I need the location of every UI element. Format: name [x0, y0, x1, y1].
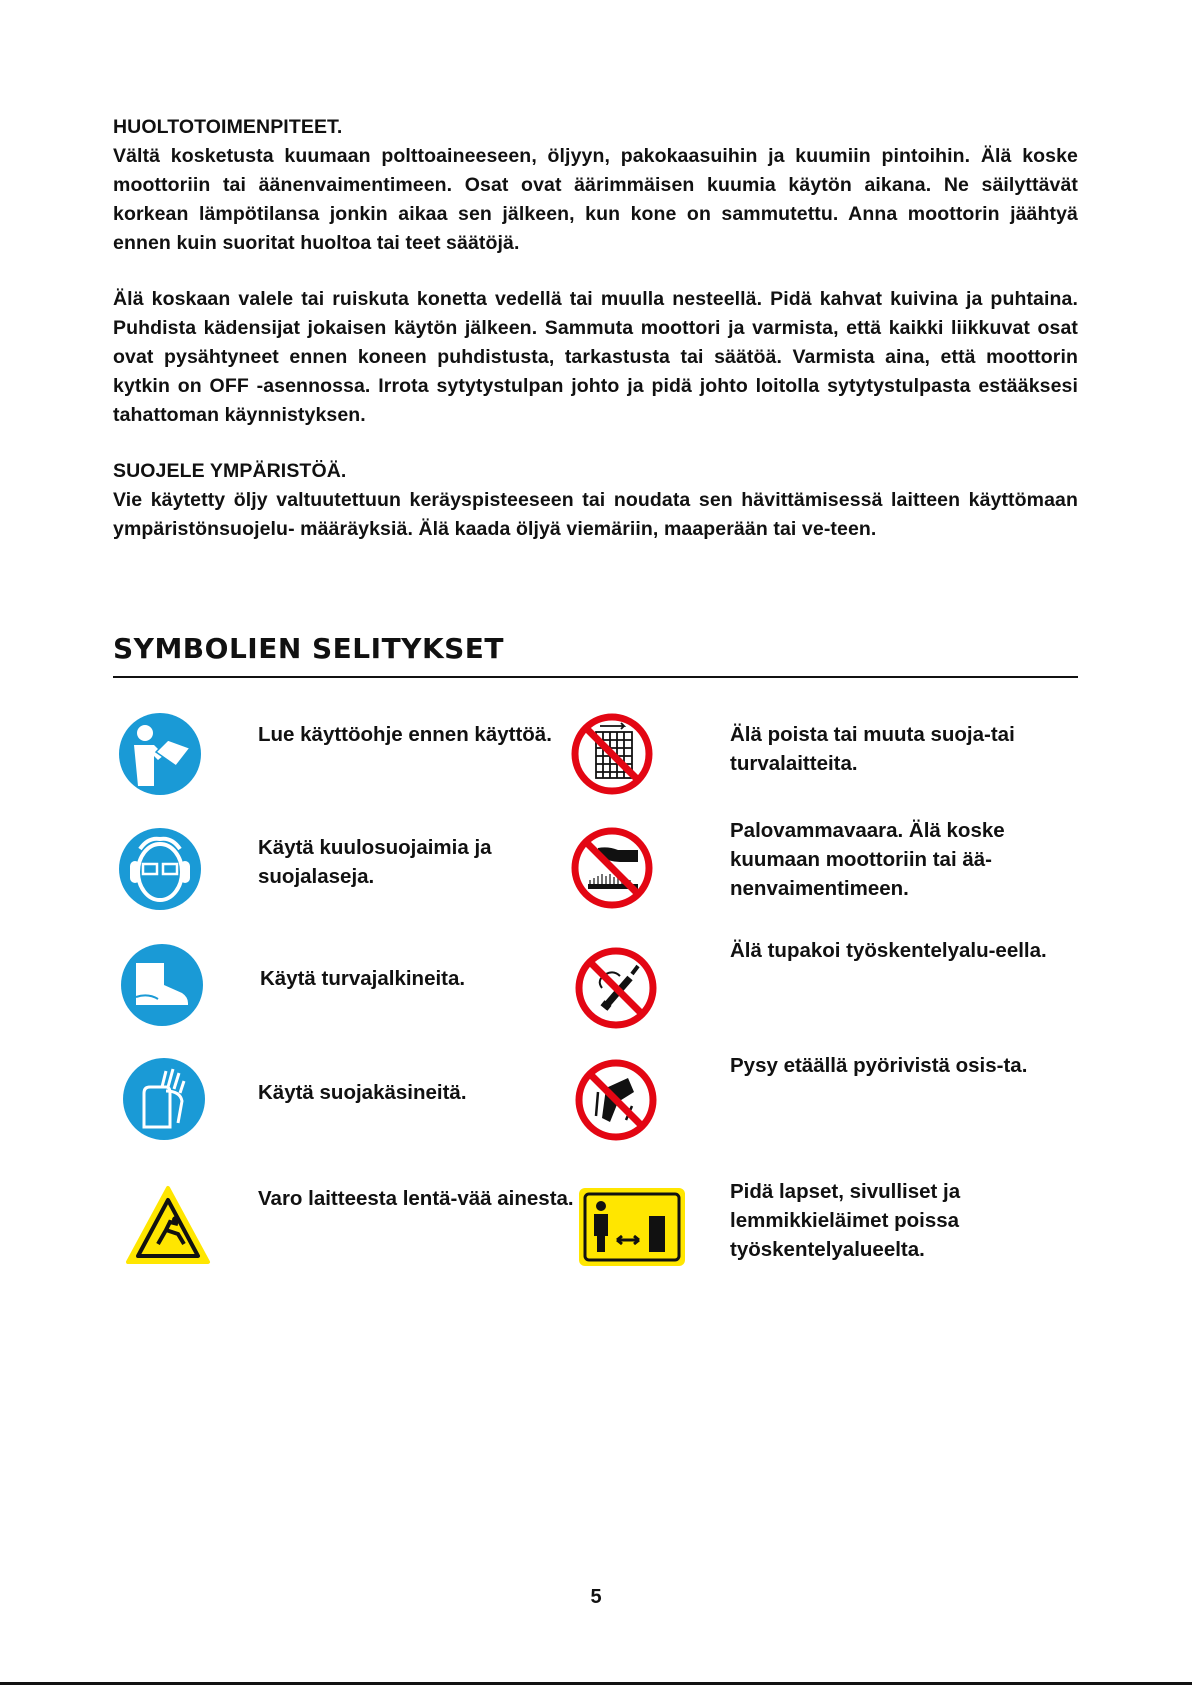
- symbol-label: Lue käyttöohje ennen käyttöä.: [258, 723, 552, 746]
- symbol-row: [120, 1184, 590, 1284]
- symbol-label: Pidä lapset, sivulliset ja lemmikkieläimet poissa työskentelyalueelta.: [730, 1180, 961, 1261]
- maintenance-section: [113, 113, 1078, 258]
- divider: [113, 676, 1078, 678]
- page-number: 5: [590, 1586, 602, 1608]
- symbol-label: Käytä turvajalkineita.: [260, 967, 466, 990]
- keep-away-rotating-parts-icon: [574, 1058, 658, 1142]
- symbol-row: [118, 712, 588, 812]
- environment-section: [113, 457, 1078, 544]
- symbol-row: [570, 819, 1040, 926]
- symbol-row: [122, 1057, 592, 1157]
- hearing-eye-protection-icon: [118, 827, 202, 911]
- no-smoking-icon: [574, 946, 658, 1030]
- symbol-label: Varo laitteesta lentä-vää ainesta.: [258, 1187, 574, 1210]
- no-touching-hot-surface-icon: [570, 826, 654, 910]
- symbol-row: [118, 827, 588, 927]
- symbol-label: Palovammavaara. Älä koske kuumaan moottoriin tai ää-nenvaimentimeen.: [730, 819, 1005, 900]
- flying-debris-warning-icon: [120, 1184, 216, 1268]
- safety-boots-icon: [120, 943, 204, 1027]
- symbol-row: [579, 1180, 1049, 1288]
- symbol-row: [570, 712, 1040, 812]
- symbol-row: [574, 1054, 1044, 1158]
- cleaning-section: [113, 285, 1078, 430]
- symbols-title: SYMBOLIEN SELITYKSET: [113, 632, 505, 665]
- environment-heading: SUOJELE YMPÄRISTÖÄ.: [113, 460, 347, 482]
- maintenance-paragraph-2: Älä koskaan valele tai ruiskuta konetta vedellä tai muulla nesteellä. Pidä kahvat kuivina ja puhtaina. Puhdista kädensijat jokaisen käytön jälkeen. Sammuta moottori ja varmista, että kaikki liikkuvat osat ovat pysähtyneet ennen koneen puhdistusta, tarkastusta tai säätöä. Varmista aina, että moottorin kytkin on OFF -asennossa. Irrota sytytystulpan johto ja pidä johto loitolla sytytystulpasta estääksesi tahattoman käynnistyksen.: [113, 288, 1078, 426]
- safety-gloves-icon: [122, 1057, 206, 1141]
- symbol-label: Käytä kuulosuojaimia ja suojalaseja.: [258, 836, 492, 888]
- no-removing-guards-icon: [570, 712, 654, 796]
- read-manual-icon: [118, 712, 202, 796]
- symbol-row: [574, 939, 1047, 1046]
- symbol-row: [120, 943, 590, 1043]
- symbol-label: Älä poista tai muuta suoja-tai turvalaitteita.: [730, 723, 1015, 775]
- symbol-label: Älä tupakoi työskentelyalu-eella.: [730, 939, 1047, 962]
- maintenance-heading: HUOLTOTOIMENPITEET.: [113, 116, 343, 138]
- maintenance-paragraph-1: Vältä kosketusta kuumaan polttoaineeseen, öljyyn, pakokaasuihin ja kuumiin pintoihin. Älä koske moottoriin tai äänenvaimentimeen. Osat ovat äärimmäisen kuumia käytön aikana. Ne säilyttävät korkean lämpötilansa jonkin aikaa sen jälkeen, kun kone on sammutettu. Anna moottorin jäähtyä ennen kuin suoritat huoltoa tai teet säätöjä.: [113, 145, 1078, 254]
- symbol-label: Käytä suojakäsineitä.: [258, 1081, 467, 1104]
- keep-distance-bystanders-icon: [579, 1188, 685, 1266]
- environment-paragraph: Vie käytetty öljy valtuutettuun keräyspisteeseen tai noudata sen hävittämisessä laitteen käyttömaan ympäristönsuojelu- määräyksiä. Älä kaada öljyä viemäriin, maaperään tai ve-teen.: [113, 489, 1078, 540]
- symbol-label: Pysy etäällä pyörivistä osis-ta.: [730, 1054, 1028, 1077]
